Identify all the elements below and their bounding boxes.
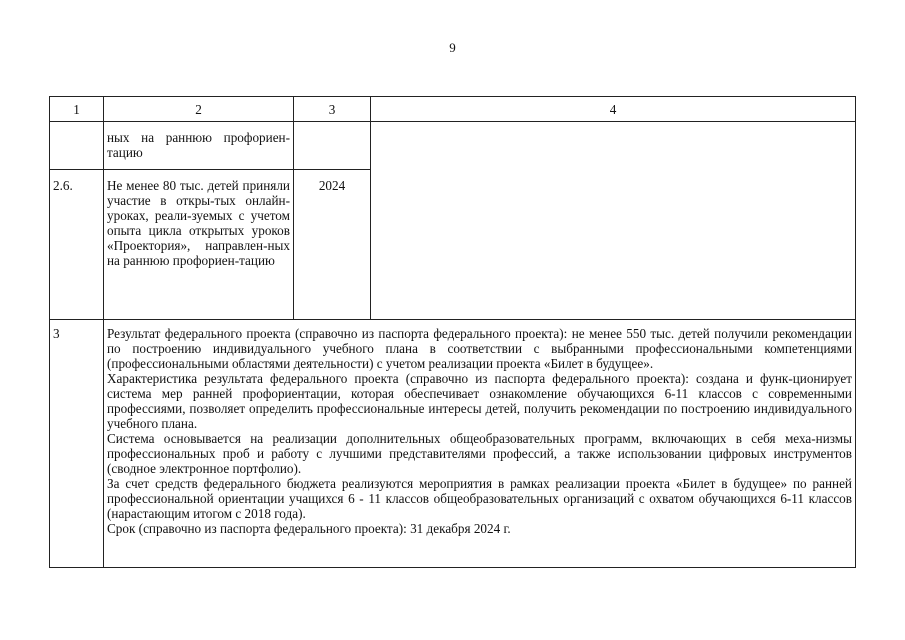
table-row	[50, 122, 856, 170]
header-col-3: 3	[294, 97, 371, 122]
row-number: 2.6.	[50, 170, 104, 320]
funding-paragraph: За счет средств федерального бюджета реализуются мероприятия в рамках реализации проекта «Билет в будущее» по ранней профессиональной ориентации учащихся 6 - 11 классов общеобразовательных организаций с охватом обучающихся 6-11 классов (нарастающим итогом с 2018 года).	[107, 476, 852, 521]
page-number: 9	[449, 40, 456, 55]
header-col-1: 1	[50, 97, 104, 122]
result-text	[104, 320, 856, 568]
header-col-2: 2	[104, 97, 294, 122]
table-row-result	[50, 320, 856, 568]
row-number: 3	[50, 320, 104, 568]
row-notes	[371, 122, 856, 320]
characteristic-paragraph: Характеристика результата федерального проекта (справочно из паспорта федерального проекта): создана и функ-ционирует система мер ранней профориентации, которая обеспечивает ознакомление обучающихся 6-11 классов с современными профессиями, позволяет определить профессиональные интересы детей, получить рекомендации по построению индивидуального учебного плана.	[107, 371, 852, 431]
row-description: Не менее 80 тыс. детей приняли участие в откры-тых онлайн-уроках, реали-зуемых с учетом опыта цикла открытых уроков «Проектория», направлен-ных на раннюю профориен-тацию	[104, 170, 294, 320]
header-col-4: 4	[371, 97, 856, 122]
row-year	[294, 122, 371, 170]
deadline-paragraph: Срок (справочно из паспорта федерального проекта): 31 декабря 2024 г.	[107, 521, 511, 536]
row-description: ных на раннюю профориен-тацию	[104, 122, 294, 170]
row-year: 2024	[294, 170, 371, 320]
document-table	[49, 96, 856, 568]
result-paragraph: Результат федерального проекта (справочно из паспорта федерального проекта): не менее 550 тыс. детей получили рекомендации по построению индивидуального учебного плана в соответствии с выбранными профессиональными компетенциями (профессиональными областями деятельности) с учетом реализации проекта «Билет в будущее».	[107, 326, 852, 371]
system-paragraph: Система основывается на реализации дополнительных общеобразовательных программ, включающих в себя меха-низмы профессиональных проб и работу с лучшими представителями профессий, а также использовании цифровых инструментов (сводное электронное портфолио).	[107, 431, 852, 476]
row-number	[50, 122, 104, 170]
table-header-row	[50, 97, 856, 122]
